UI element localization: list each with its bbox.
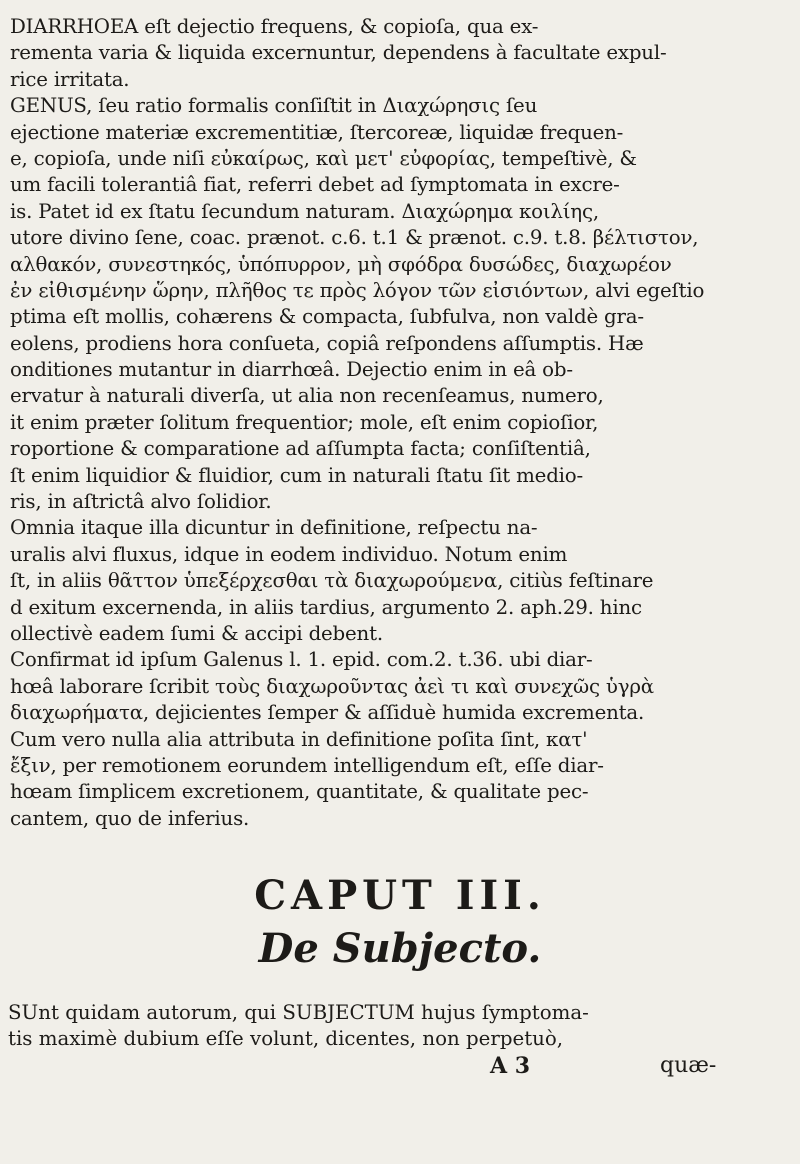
footer <box>490 1053 717 1079</box>
text-line: uralis alvi fluxus, idque in eodem individuo. Notum enim <box>10 542 568 566</box>
text-line: ejectione materiæ excrementitiæ, ſtercoreæ, liquidæ frequen- <box>10 120 624 144</box>
text-line: Cum vero nulla alia attributa in definitione poſita ſint, κατ' <box>10 727 588 751</box>
chapter-heading: CAPUT III. <box>254 872 546 919</box>
text-line: SUnt quidam autorum, qui SUBJECTUM hujus ſymptoma- <box>8 1001 589 1024</box>
page-signature: A 3 <box>490 1053 531 1079</box>
text-line: ſt, in aliis θᾶττον ὑπεξέρχεσθαι τὰ διαχωρούμενα, citiùs feſtinare <box>10 569 654 593</box>
text-line: rice irritata. <box>10 67 130 91</box>
text-line: hœam ſimplicem excretionem, quantitate, & qualitate pec- <box>10 780 589 804</box>
text-line: rementa varia & liquida excernuntur, dependens à facultate expul- <box>10 41 667 65</box>
text-line: ris, in aſtrictâ alvo ſolidior. <box>10 490 272 514</box>
text-line: hœâ laborare ſcribit τοὺς διαχωροῦντας ἀεὶ τι καὶ συνεχῶς ὑγρὰ <box>10 674 654 698</box>
text-line: is. Patet id ex ſtatu ſecundum naturam. Διαχώρημα κοιλίης, <box>10 199 599 223</box>
text-line: ἐν εἰθισμένην ὥρην, πλῆθος τε πρὸς λόγον τῶν εἰσιόντων, alvi egeſtio <box>10 278 705 302</box>
text-line: ἔξιν, per remotionem eorundem intelligendum eſt, eſſe diar- <box>10 753 604 777</box>
text-line: tis maximè dubium eſſe volunt, dicentes, non perpetuò, <box>8 1027 564 1051</box>
text-line: GENUS, ſeu ratio formalis conſiſtit in Διαχώρησις ſeu <box>10 94 538 118</box>
text-line: utore divino ſene, coac. prænot. c.6. t.1 & prænot. c.9. t.8. βέλτιστον, <box>10 226 699 250</box>
text-line: ſt enim liquidior & fluidior, cum in naturali ſtatu ſit medio- <box>10 463 583 487</box>
text-line: DIARRHOEA eſt dejectio frequens, & copioſa, qua ex- <box>10 15 539 38</box>
chapter-subtitle: De Subjecto. <box>258 925 542 972</box>
body-text <box>10 14 790 832</box>
text-line: αλθακόν, συνεστηκός, ὑπόπυρρον, μὴ σφόδρα δυσώδες, διαχωρέον <box>10 252 672 276</box>
text-line: it enim præter ſolitum frequentior; mole, eſt enim copioſior, <box>10 410 599 434</box>
text-line: roportione & comparatione ad aſſumpta facta; conſiſtentiâ, <box>10 437 591 461</box>
text-line: ptima eſt mollis, cohærens & compacta, ſubfulva, non valdè gra- <box>10 305 644 329</box>
text-line: Confirmat id ipſum Galenus l. 1. epid. com.2. t.36. ubi diar- <box>10 648 593 672</box>
text-line: onditiones mutantur in diarrhœâ. Dejectio enim in eâ ob- <box>10 358 573 382</box>
text-line: Omnia itaque illa dicuntur in definitione, reſpectu na- <box>10 516 538 540</box>
text-line: d exitum excernenda, in aliis tardius, argumento 2. aph.29. hinc <box>10 595 642 619</box>
text-line: διαχωρήματα, dejicientes ſemper & aſſiduè humida excrementa. <box>10 701 645 725</box>
text-line: cantem, quo de inferius. <box>10 806 250 830</box>
text-line: um facili tolerantiâ fiat, referri debet ad ſymptomata in excre- <box>10 173 620 197</box>
text-line: ervatur à naturali diverſa, ut alia non recenſeamus, numero, <box>10 384 604 408</box>
chapter-text <box>8 1000 792 1053</box>
text-line: eolens, prodiens hora conſueta, copiâ reſpondens aſſumptis. Hæ <box>10 331 644 355</box>
catchword: quæ- <box>660 1053 717 1078</box>
text-line: e, copioſa, unde niſi εὐκαίρως, καὶ μετ' εὐφορίας, tempeſtivè, & <box>10 146 637 170</box>
text-line: ollectivè eadem ſumi & accipi debent. <box>10 621 383 645</box>
